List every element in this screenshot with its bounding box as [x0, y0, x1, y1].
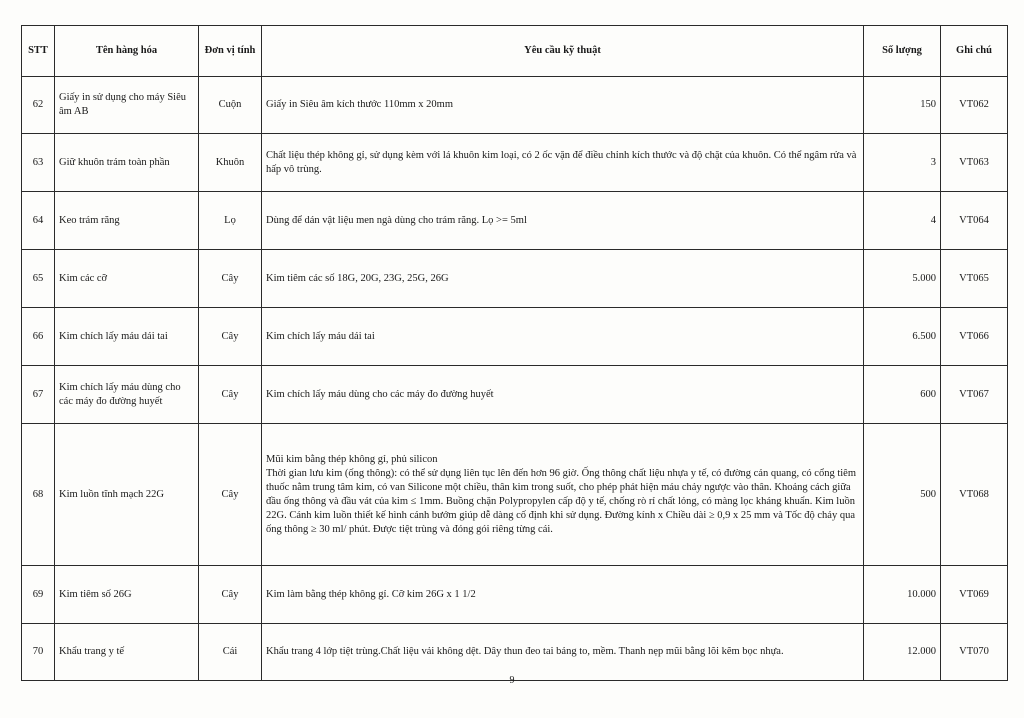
cell-unit: Cây [199, 308, 262, 366]
header-stt: STT [22, 26, 55, 77]
table-row [22, 308, 1008, 366]
cell-spec: Kim chích lấy máu dái tai [262, 308, 864, 366]
header-qty: Số lượng [864, 26, 941, 77]
cell-spec: Khẩu trang 4 lớp tiệt trùng.Chất liệu vải không dệt. Dây thun đeo tai bảng to, mềm. Thanh nẹp mũi bằng lõi kẽm bọc nhựa. [262, 624, 864, 681]
cell-name: Giữ khuôn trám toàn phần [55, 134, 199, 192]
cell-spec: Giấy in Siêu âm kích thước 110mm x 20mm [262, 77, 864, 134]
cell-stt: 69 [22, 566, 55, 624]
cell-note: VT066 [941, 308, 1008, 366]
cell-qty: 10.000 [864, 566, 941, 624]
cell-name: Kim luồn tĩnh mạch 22G [55, 424, 199, 566]
cell-spec: Dùng để dán vật liệu men ngà dùng cho trám răng. Lọ >= 5ml [262, 192, 864, 250]
cell-note: VT063 [941, 134, 1008, 192]
cell-name: Kim các cỡ [55, 250, 199, 308]
cell-stt: 64 [22, 192, 55, 250]
cell-unit: Cuộn [199, 77, 262, 134]
cell-note: VT070 [941, 624, 1008, 681]
table-row [22, 424, 1008, 566]
cell-note: VT069 [941, 566, 1008, 624]
table-row [22, 566, 1008, 624]
table-row [22, 366, 1008, 424]
cell-stt: 63 [22, 134, 55, 192]
cell-unit: Cây [199, 366, 262, 424]
cell-name: Kim chích lấy máu dùng cho các máy đo đường huyết [55, 366, 199, 424]
cell-note: VT065 [941, 250, 1008, 308]
goods-table [21, 25, 1008, 681]
cell-name: Kim chích lấy máu dái tai [55, 308, 199, 366]
cell-qty: 150 [864, 77, 941, 134]
cell-note: VT062 [941, 77, 1008, 134]
page-number: 9 [509, 675, 515, 686]
header-name: Tên hàng hóa [55, 26, 199, 77]
cell-note: VT067 [941, 366, 1008, 424]
cell-spec: Kim chích lấy máu dùng cho các máy đo đường huyết [262, 366, 864, 424]
cell-qty: 500 [864, 424, 941, 566]
cell-spec: Mũi kim bằng thép không gỉ, phủ silicon Thời gian lưu kim (ống thông): có thể sử dụng liên tục lên đến hơn 96 giờ. Ống thông chất liệu nhựa y tế, có đường cản quang, có cổng tiêm thuốc nằm trung tâm kim, có van Silicone một chiều, thân kim trong suốt, cho phép phát hiện máu chảy ngược vào thân. Khoảng cách giữa đầu ống thông và đầu vát của kim ≤ 1mm. Buồng chặn Polypropylen cấp độ y tế, chống rò rỉ chất lỏng, có màng lọc kháng khuẩn. Kim luồn 22G. Cánh kim luồn thiết kế hình cánh bướm giúp dễ dàng cố định khi sử dụng. Đường kính x Chiều dài ≥ 0,9 x 25 mm và Tốc độ chảy qua ống thông ≥ 30 ml/ phút. Được tiệt trùng và đóng gói riêng từng cái. [262, 424, 864, 566]
cell-qty: 3 [864, 134, 941, 192]
cell-qty: 4 [864, 192, 941, 250]
cell-spec: Kim tiêm các số 18G, 20G, 23G, 25G, 26G [262, 250, 864, 308]
table-row [22, 134, 1008, 192]
cell-stt: 67 [22, 366, 55, 424]
cell-note: VT064 [941, 192, 1008, 250]
cell-name: Kim tiêm số 26G [55, 566, 199, 624]
cell-stt: 65 [22, 250, 55, 308]
cell-qty: 12.000 [864, 624, 941, 681]
cell-spec: Kim làm bằng thép không gỉ. Cỡ kim 26G x 1 1/2 [262, 566, 864, 624]
cell-name: Giấy in sử dụng cho máy Siêu âm AB [55, 77, 199, 134]
table-row [22, 624, 1008, 681]
cell-unit: Cây [199, 250, 262, 308]
cell-qty: 6.500 [864, 308, 941, 366]
table-row [22, 77, 1008, 134]
cell-spec: Chất liệu thép không gỉ, sử dụng kèm với lá khuôn kim loại, có 2 ốc vặn để điều chỉnh kích thước và độ chặt của khuôn. Có thể ngâm rửa và hấp vô trùng. [262, 134, 864, 192]
cell-qty: 600 [864, 366, 941, 424]
cell-name: Khẩu trang y tế [55, 624, 199, 681]
header-note: Ghi chú [941, 26, 1008, 77]
cell-unit: Cái [199, 624, 262, 681]
header-unit: Đơn vị tính [199, 26, 262, 77]
cell-stt: 62 [22, 77, 55, 134]
header-spec: Yêu cầu kỹ thuật [262, 26, 864, 77]
cell-unit: Cây [199, 424, 262, 566]
cell-stt: 68 [22, 424, 55, 566]
cell-unit: Lọ [199, 192, 262, 250]
cell-unit: Cây [199, 566, 262, 624]
table-header-row [22, 26, 1008, 77]
cell-name: Keo trám răng [55, 192, 199, 250]
table-row [22, 192, 1008, 250]
cell-unit: Khuôn [199, 134, 262, 192]
cell-stt: 70 [22, 624, 55, 681]
cell-note: VT068 [941, 424, 1008, 566]
table-row [22, 250, 1008, 308]
cell-stt: 66 [22, 308, 55, 366]
cell-qty: 5.000 [864, 250, 941, 308]
